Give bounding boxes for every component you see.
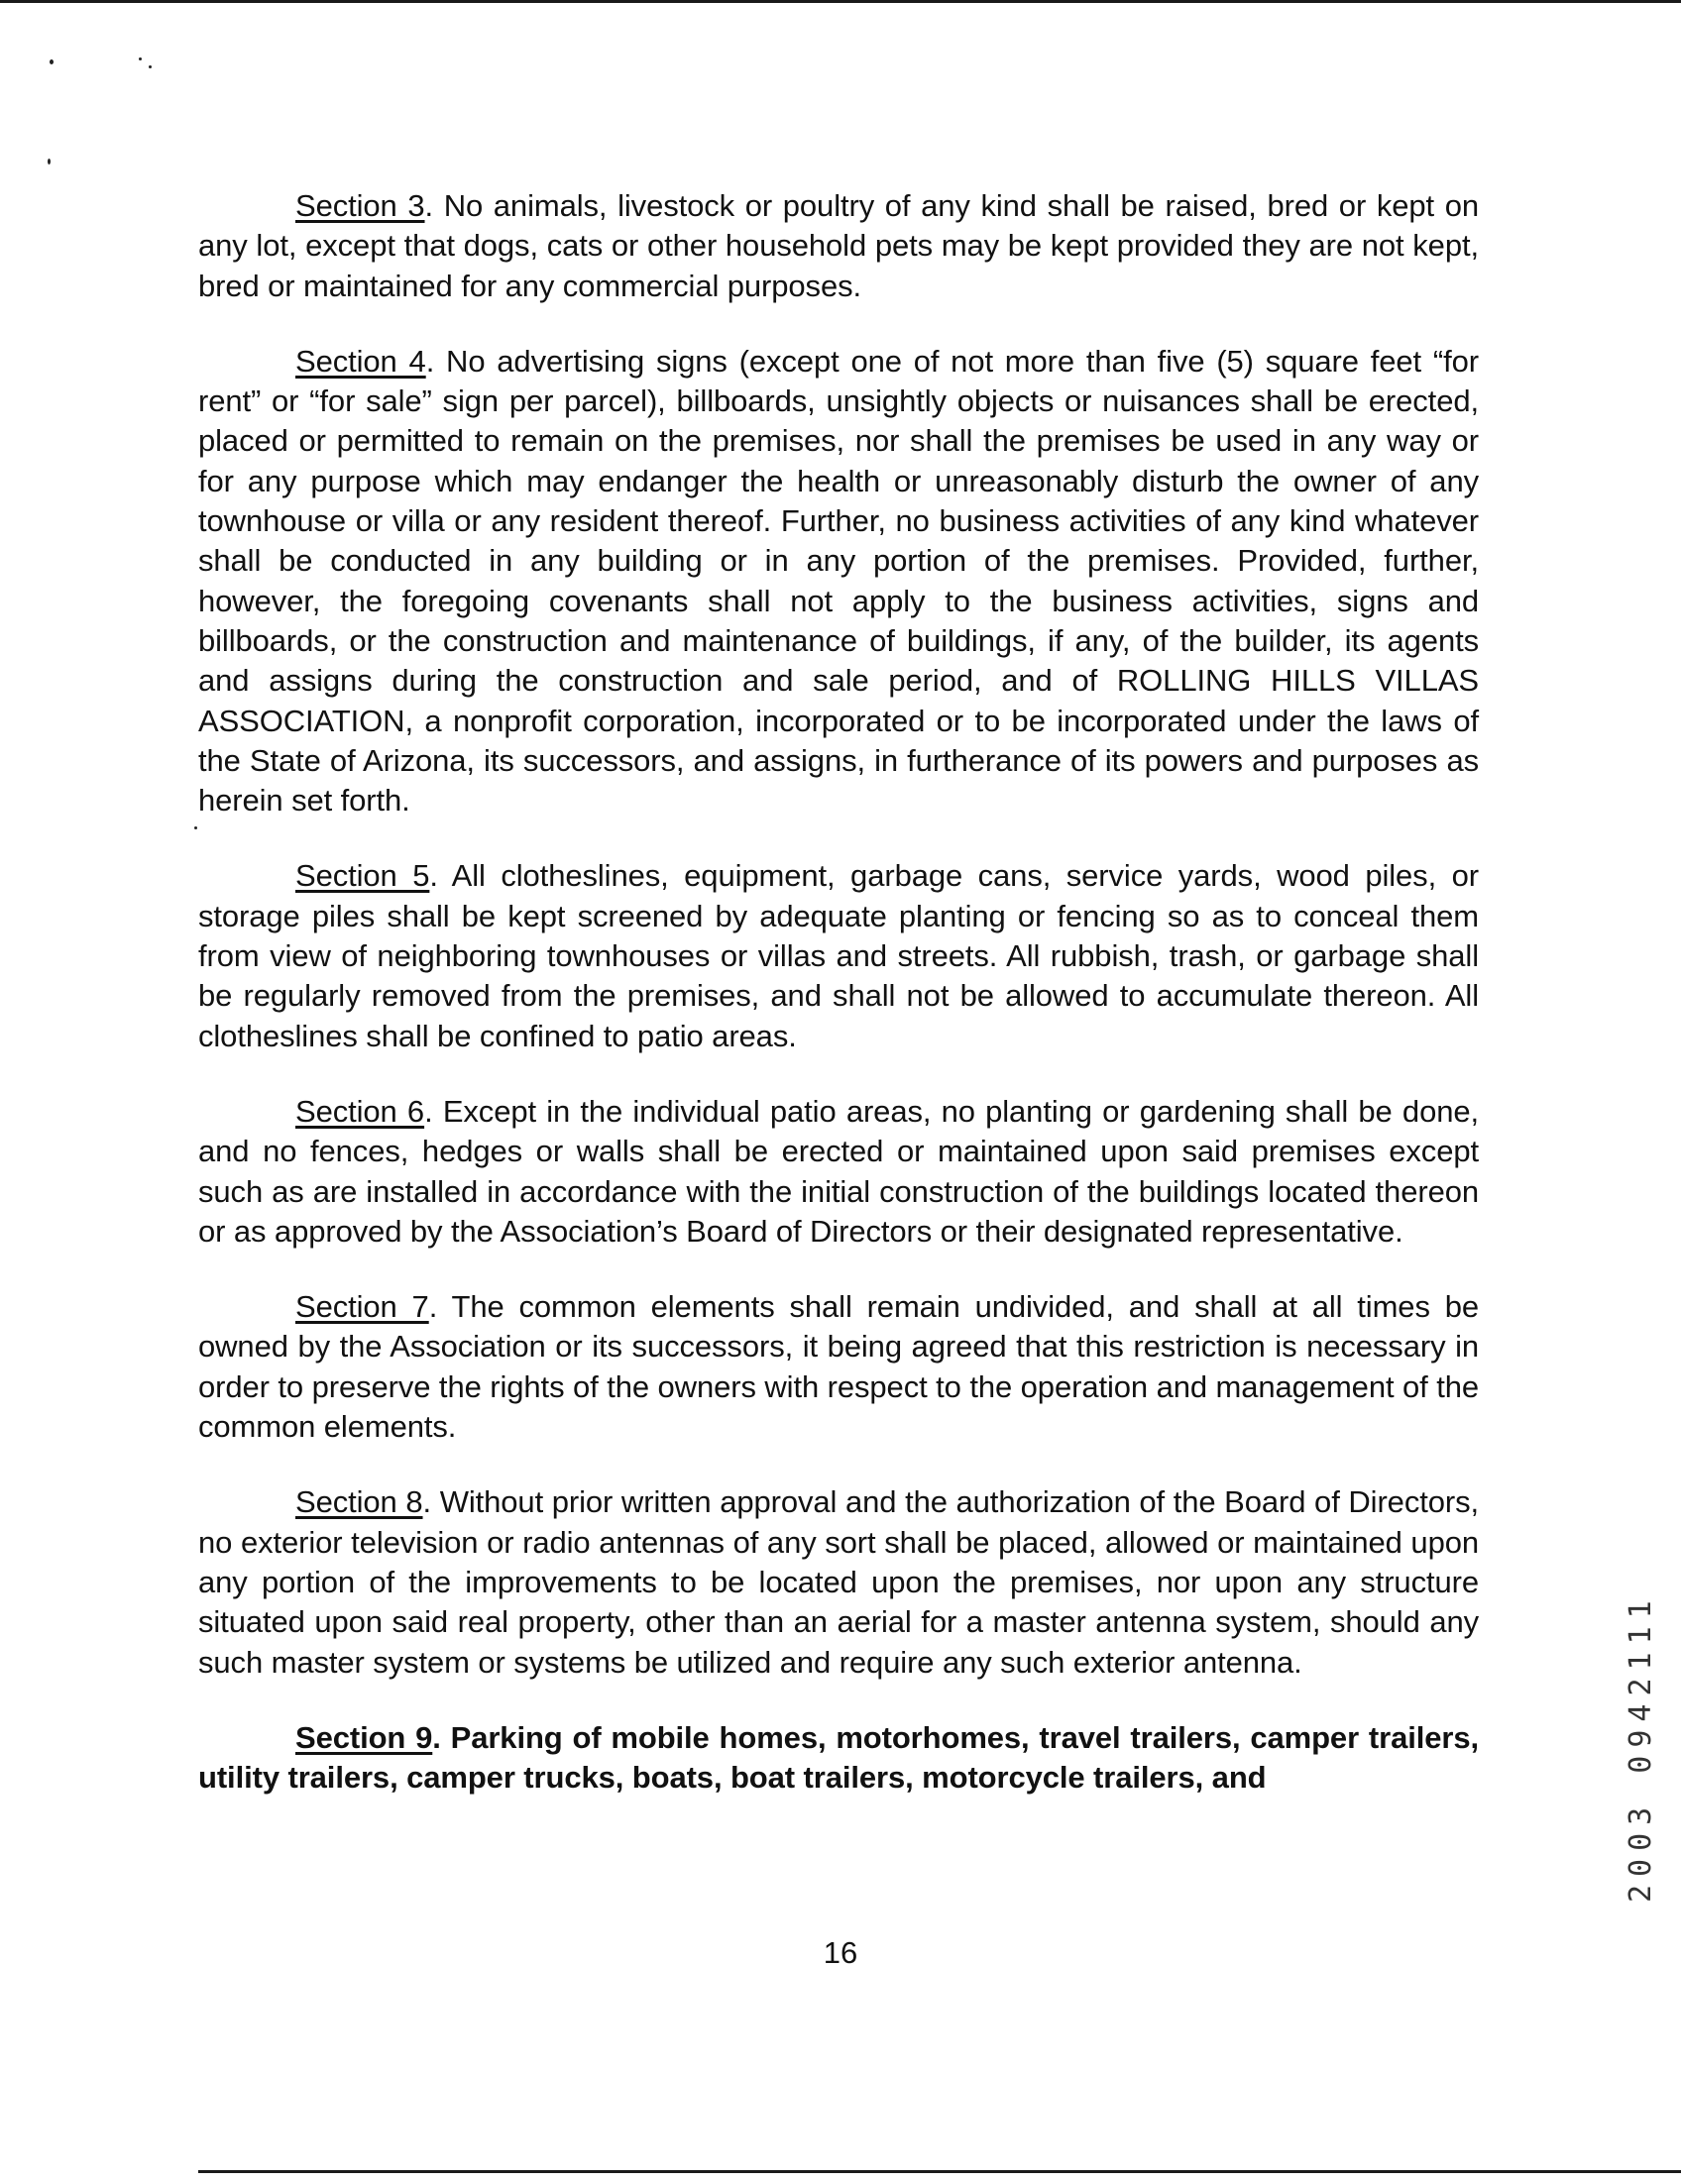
scan-border-bottom [198, 2170, 1681, 2173]
section-6 [198, 1092, 1479, 1252]
section-heading: Section 7 [295, 1289, 429, 1325]
section-7 [198, 1287, 1479, 1447]
section-heading: Section 4 [295, 343, 426, 379]
recording-stamp-text: 2003 0942111 [1624, 1592, 1658, 1903]
scan-speck [139, 57, 142, 60]
section-text: . Without prior written approval and the authorization of the Board of Directors, no exterior television or radio antennas of any sort shall be placed, allowed or maintained upon any portion of the improvements to be located upon the premises, nor upon any structure situated upon said real property, other than an aerial for a master antenna system, should any such master system or systems be utilized and require any such exterior antenna. [198, 1484, 1480, 1680]
section-3 [198, 186, 1479, 306]
section-9 [198, 1718, 1479, 1799]
scan-speck [48, 159, 51, 164]
section-text: . No advertising signs (except one of not more than five (5) square feet “for rent” or “for sale” sign per parcel), billboards, unsightly objects or nuisances shall be erected, placed or permitted to remain on the premises, nor shall the premises be used in any way or for any purpose which may endanger the health or unreasonably disturb the owner of any townhouse or villa or any resident thereof. Further, no business activities of any kind whatever shall be conducted in any building or in any portion of the premises. Provided, further, however, the foregoing covenants shall not apply to the business activities, signs and billboards, or the construction and maintenance of buildings, if any, of the builder, its agents and assigns during the construction and sale period, and of ROLLING HILLS VILLAS ASSOCIATION, a nonprofit corporation, incorporated or to be incorporated under the laws of the State of Arizona, its successors, and assigns, in furtherance of its powers and purposes as herein set forth. [198, 343, 1479, 819]
section-text: . Parking of mobile homes, motorhomes, travel trailers, camper trailers, utility trailers, camper trucks, boats, boat trailers, motorcycle trailers, and [198, 1719, 1480, 1796]
recording-stamp [1624, 1546, 1659, 1903]
section-5 [198, 856, 1479, 1055]
section-text: . No animals, livestock or poultry of any kind shall be raised, bred or kept on any lot, except that dogs, cats or other household pets may be kept provided they are not kept, bred or maintained for any commercial purposes. [198, 188, 1479, 303]
scan-border-top [0, 0, 1681, 3]
document-body [198, 186, 1479, 1833]
section-heading: Section 5 [295, 858, 430, 894]
section-text: . All clotheslines, equipment, garbage cans, service yards, wood piles, or storage piles shall be kept screened by adequate planting or fencing so as to conceal them from view of neighboring townhouses or villas and streets. All rubbish, trash, or garbage shall be regularly removed from the premises, and shall not be allowed to accumulate thereon. All clotheslines shall be confined to patio areas. [198, 858, 1479, 1053]
scan-speck [149, 65, 152, 68]
page-number: 16 [823, 1935, 858, 1970]
section-text: . The common elements shall remain undivided, and shall at all times be owned by the Association or its successors, it being agreed that this restriction is necessary in order to preserve the rights of the owners with respect to the operation and management of the common elements. [198, 1289, 1479, 1445]
section-8 [198, 1482, 1479, 1682]
section-text: . Except in the individual patio areas, no planting or gardening shall be done, and no fences, hedges or walls shall be erected or maintained upon said premises except such as are installed in accordance with the initial construction of the buildings located thereon or as approved by the Association’s Board of Directors or their designated representative. [198, 1093, 1479, 1249]
section-heading: Section 6 [295, 1093, 425, 1129]
scan-speck [194, 826, 197, 829]
section-heading: Section 3 [295, 188, 425, 223]
section-heading: Section 8 [295, 1484, 423, 1520]
scan-speck [50, 59, 54, 64]
section-4 [198, 342, 1479, 821]
section-heading: Section 9 [295, 1719, 433, 1755]
